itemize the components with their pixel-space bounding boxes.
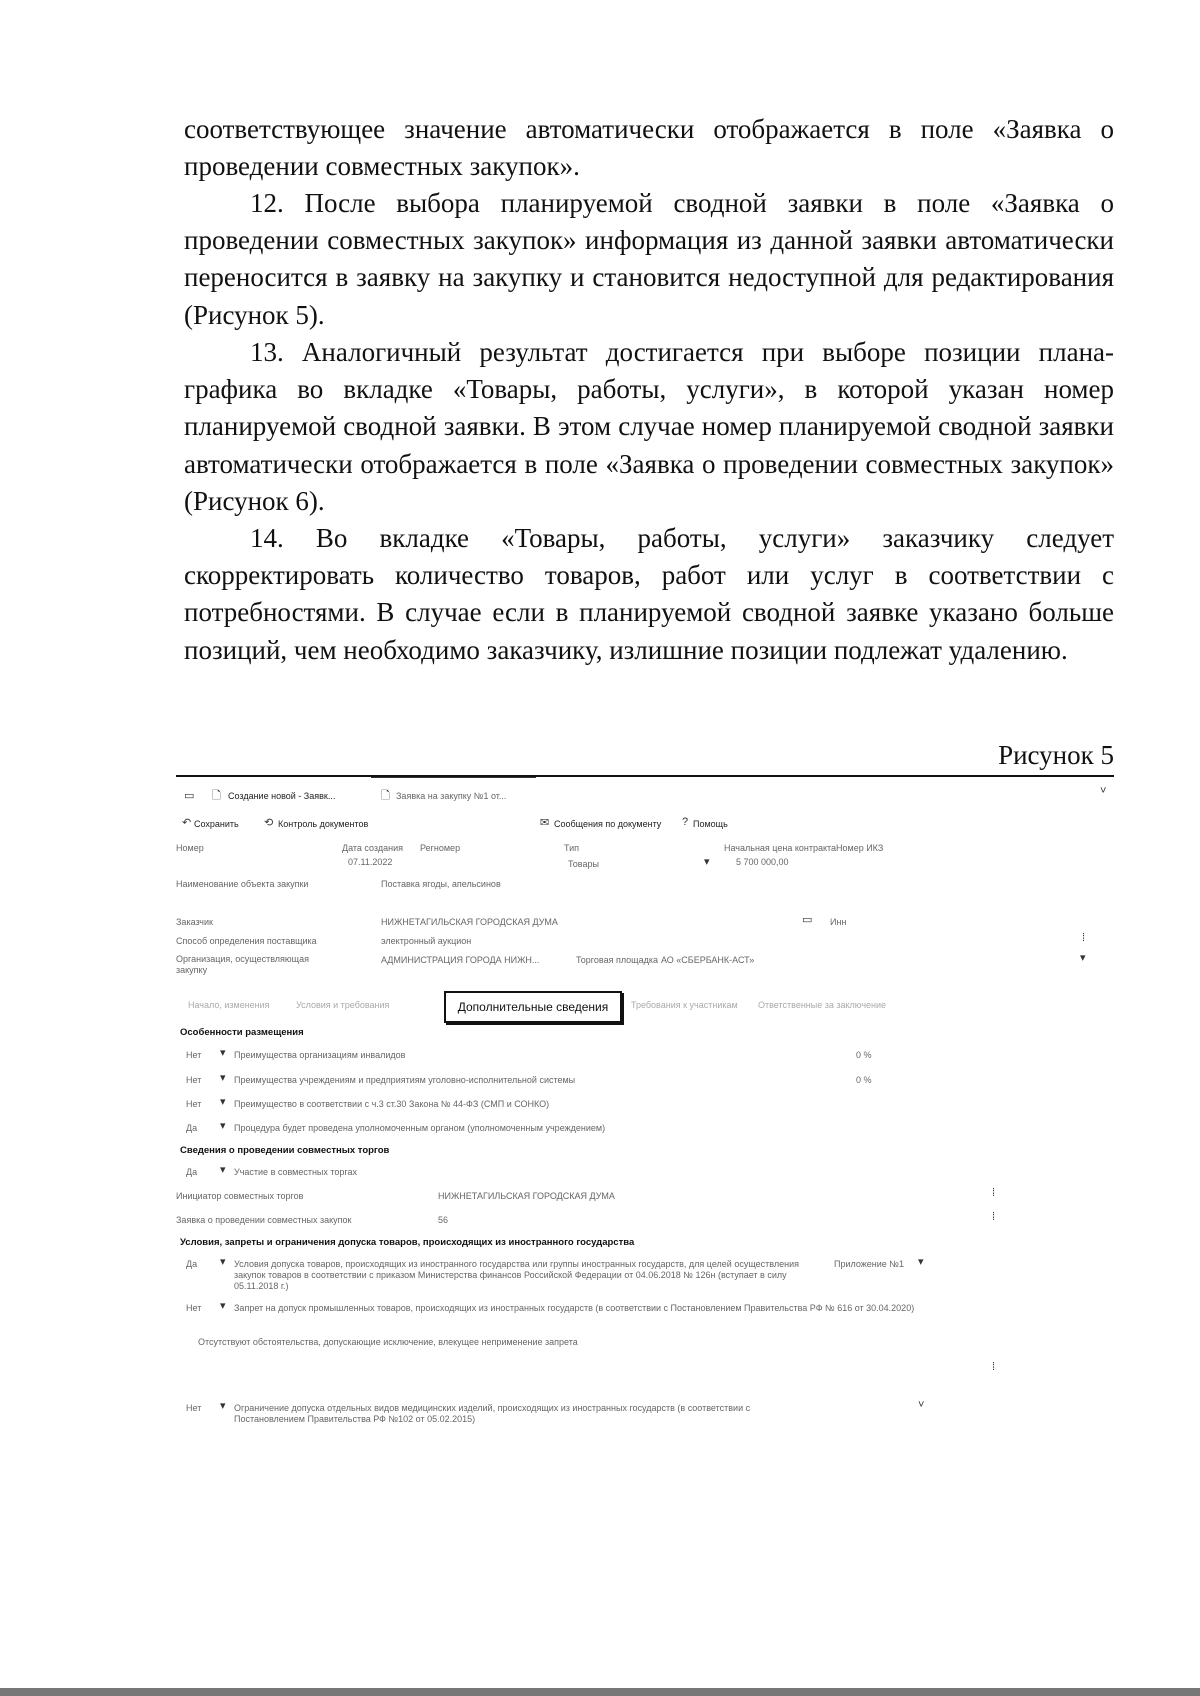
window-icon: ▭ bbox=[184, 790, 195, 802]
chevron-down-icon[interactable]: ▾ bbox=[220, 1047, 226, 1059]
doc-icon: 🗋 bbox=[381, 790, 390, 802]
customer-label: Заказчик bbox=[176, 917, 213, 927]
messages-icon: ✉ bbox=[540, 817, 550, 829]
tab-start[interactable]: Начало, изменения bbox=[188, 1000, 270, 1010]
register-label: Регномер bbox=[420, 843, 461, 853]
window-tab-create[interactable]: Создание новой - Заявк... bbox=[228, 791, 336, 801]
s1-row4-text: Процедура будет проведена уполномоченным органом (уполномоченным учреждением) bbox=[234, 1123, 606, 1133]
c2-text: Запрет на допуск промышленных товаров, происходящих из иностранных государств (в соответствии с Постановлением Правительства РФ № 616 от 30.04.2020) bbox=[234, 1303, 915, 1313]
screenshot-figure bbox=[176, 777, 1114, 1447]
save-button[interactable]: Сохранить bbox=[194, 819, 239, 829]
chevron-down-icon[interactable]: ▾ bbox=[220, 1256, 226, 1268]
active-tab-indicator bbox=[371, 777, 536, 778]
joint-request-label: Заявка о проведении совместных закупок bbox=[176, 1215, 352, 1225]
paragraph-12: 12. После выбора планируемой сводной заявки в поле «Заявка о проведении совместных закупок» информация из данной заявки автоматически переносится в заявку на закупку и становится недоступной для редактирования (Рисунок 5). bbox=[184, 188, 1114, 330]
chevron-down-icon[interactable]: ▾ bbox=[220, 1096, 226, 1108]
s1-row2-value[interactable]: Нет bbox=[186, 1075, 202, 1085]
method-value[interactable]: электронный аукцион bbox=[381, 936, 472, 946]
s1-row1-text: Преимущества организациям инвалидов bbox=[234, 1050, 406, 1060]
chevron-down-icon[interactable]: ▾ bbox=[220, 1164, 226, 1176]
ikz-label: Номер ИКЗ bbox=[836, 843, 884, 853]
chevron-down-icon[interactable]: ▾ bbox=[220, 1400, 226, 1412]
s1-row2-text: Преимущества учреждениям и предприятиям уголовно-исполнительной системы bbox=[234, 1075, 576, 1085]
s1-row3-value[interactable]: Нет bbox=[186, 1099, 202, 1109]
max-price-label: Начальная цена контракта bbox=[724, 843, 837, 853]
window-tab-request[interactable]: Заявка на закупку №1 от... bbox=[396, 791, 507, 801]
messages-button[interactable]: Сообщения по документу bbox=[554, 819, 662, 829]
joint-request-lookup-icon[interactable]: ⁞ bbox=[992, 1211, 996, 1223]
tab-requirements[interactable]: Требования к участникам bbox=[631, 1000, 738, 1010]
customer-extra: Инн bbox=[830, 917, 847, 927]
initiator-label: Инициатор совместных торгов bbox=[176, 1191, 304, 1201]
s1-row4-value[interactable]: Да bbox=[186, 1123, 198, 1133]
help-button[interactable]: Помощь bbox=[693, 819, 728, 829]
window-menu-icon[interactable]: ˅ bbox=[1100, 785, 1107, 797]
control-documents-button[interactable]: Контроль документов bbox=[278, 819, 369, 829]
paragraph-continuation: соответствующее значение автоматически отображается в поле «Заявка о проведении совместных закупок». bbox=[184, 114, 1114, 182]
type-value[interactable]: Товары bbox=[568, 859, 599, 869]
c2-value[interactable]: Нет bbox=[186, 1303, 202, 1313]
edit-icon[interactable]: ▭ bbox=[802, 914, 813, 926]
tab-conditions[interactable]: Условия и требования bbox=[296, 1000, 390, 1010]
method-label: Способ определения поставщика bbox=[176, 936, 317, 946]
created-value: 07.11.2022 bbox=[348, 857, 393, 867]
customer-value[interactable]: НИЖНЕТАГИЛЬСКАЯ ГОРОДСКАЯ ДУМА bbox=[381, 917, 558, 927]
help-icon: ? bbox=[682, 816, 689, 828]
s1-row1-value[interactable]: Нет bbox=[186, 1050, 202, 1060]
platform-label: Торговая площадка bbox=[576, 955, 658, 965]
object-label: Наименование объекта закупки bbox=[176, 879, 309, 889]
created-label: Дата создания bbox=[342, 843, 403, 853]
org-value[interactable]: АДМИНИСТРАЦИЯ ГОРОДА НИЖН... bbox=[381, 955, 540, 965]
s1-row1-pct: 0 % bbox=[856, 1050, 872, 1060]
object-value[interactable]: Поставка ягоды, апельсинов bbox=[381, 879, 501, 889]
method-lookup-icon[interactable]: ⁞ bbox=[1082, 932, 1086, 944]
org-label: Организация, осуществляющая закупку bbox=[176, 954, 309, 975]
s1-row2-pct: 0 % bbox=[856, 1075, 872, 1085]
s1-row3-text: Преимущество в соответствии с ч.3 ст.30 Закона № 44-ФЗ (СМП и СОНКО) bbox=[234, 1099, 550, 1109]
save-icon: ↶ bbox=[182, 817, 192, 829]
joint-row-value[interactable]: Да bbox=[186, 1167, 198, 1177]
tab-additional-info[interactable]: Дополнительные сведения bbox=[444, 991, 622, 1023]
joint-request-value[interactable]: 56 bbox=[438, 1215, 449, 1225]
c1-text: Условия допуска товаров, происходящих из иностранного государства или группы иностранных государств, для целей осуществления закупок товаров в соответствии с приказом Министерства финансов Российской Федерации от 04.06.2018 № 126н (вступает в силу 05.11.2018 г.) bbox=[234, 1259, 799, 1291]
type-dropdown-icon[interactable]: ▾ bbox=[704, 856, 710, 868]
chevron-down-icon[interactable]: ▾ bbox=[220, 1072, 226, 1084]
section-joint-title: Сведения о проведении совместных торгов bbox=[180, 1145, 390, 1156]
max-price-value: 5 700 000,00 bbox=[736, 857, 789, 867]
chevron-down-icon[interactable]: ▾ bbox=[220, 1300, 226, 1312]
last-row-value[interactable]: Нет bbox=[186, 1403, 202, 1413]
initiator-value[interactable]: НИЖНЕТАГИЛЬСКАЯ ГОРОДСКАЯ ДУМА bbox=[438, 1191, 615, 1201]
joint-row-text: Участие в совместных торгах bbox=[234, 1167, 358, 1177]
page-bottom-edge bbox=[0, 1688, 1200, 1696]
chevron-down-icon[interactable]: ˅ bbox=[918, 1399, 925, 1411]
c1-extra: Приложение №1 bbox=[834, 1259, 904, 1269]
last-row-text: Ограничение допуска отдельных видов медицинских изделий, происходящих из иностранных государств (в соответствии с Постановлением Правительства РФ №102 от 05.02.2015) bbox=[234, 1403, 751, 1424]
note-lookup-icon[interactable]: ⁞ bbox=[992, 1361, 996, 1373]
platform-value[interactable]: АО «СБЕРБАНК-АСТ» bbox=[661, 955, 755, 965]
tab-responsible[interactable]: Ответственные за заключение bbox=[758, 1000, 887, 1010]
control-icon: ⟲ bbox=[264, 817, 274, 829]
c1-value[interactable]: Да bbox=[186, 1259, 198, 1269]
initiator-lookup-icon[interactable]: ⁞ bbox=[992, 1187, 996, 1199]
figure-caption: Рисунок 5 bbox=[998, 740, 1114, 770]
absent-note: Отсутствуют обстоятельства, допускающие исключение, влекущее неприменение запрета bbox=[198, 1337, 578, 1347]
paragraph-13: 13. Аналогичный результат достигается при выборе позиции плана-графика во вкладке «Товары, работы, услуги», в которой указан номер планируемой сводной заявки. В этом случае номер планируемой сводной заявки автоматически отображается в поле «Заявка о проведении совместных закупок» (Рисунок 6). bbox=[184, 337, 1114, 516]
new-doc-icon: 🗋 bbox=[212, 790, 221, 802]
number-label: Номер bbox=[176, 843, 204, 853]
section-conditions-title: Условия, запреты и ограничения допуска товаров, происходящих из иностранного государства bbox=[180, 1237, 635, 1248]
section-placement-title: Особенности размещения bbox=[180, 1027, 304, 1038]
chevron-down-icon[interactable]: ▾ bbox=[918, 1256, 924, 1268]
platform-dropdown-icon[interactable]: ▾ bbox=[1080, 952, 1086, 964]
chevron-down-icon[interactable]: ▾ bbox=[220, 1120, 226, 1132]
paragraph-14: 14. Во вкладке «Товары, работы, услуги» заказчику следует скорректировать количество товаров, работ или услуг в соответствии с потребностями. В случае если в планируемой сводной заявке указано больше позиций, чем необходимо заказчику, излишние позиции подлежат удалению. bbox=[184, 523, 1114, 665]
type-label: Тип bbox=[564, 843, 580, 853]
